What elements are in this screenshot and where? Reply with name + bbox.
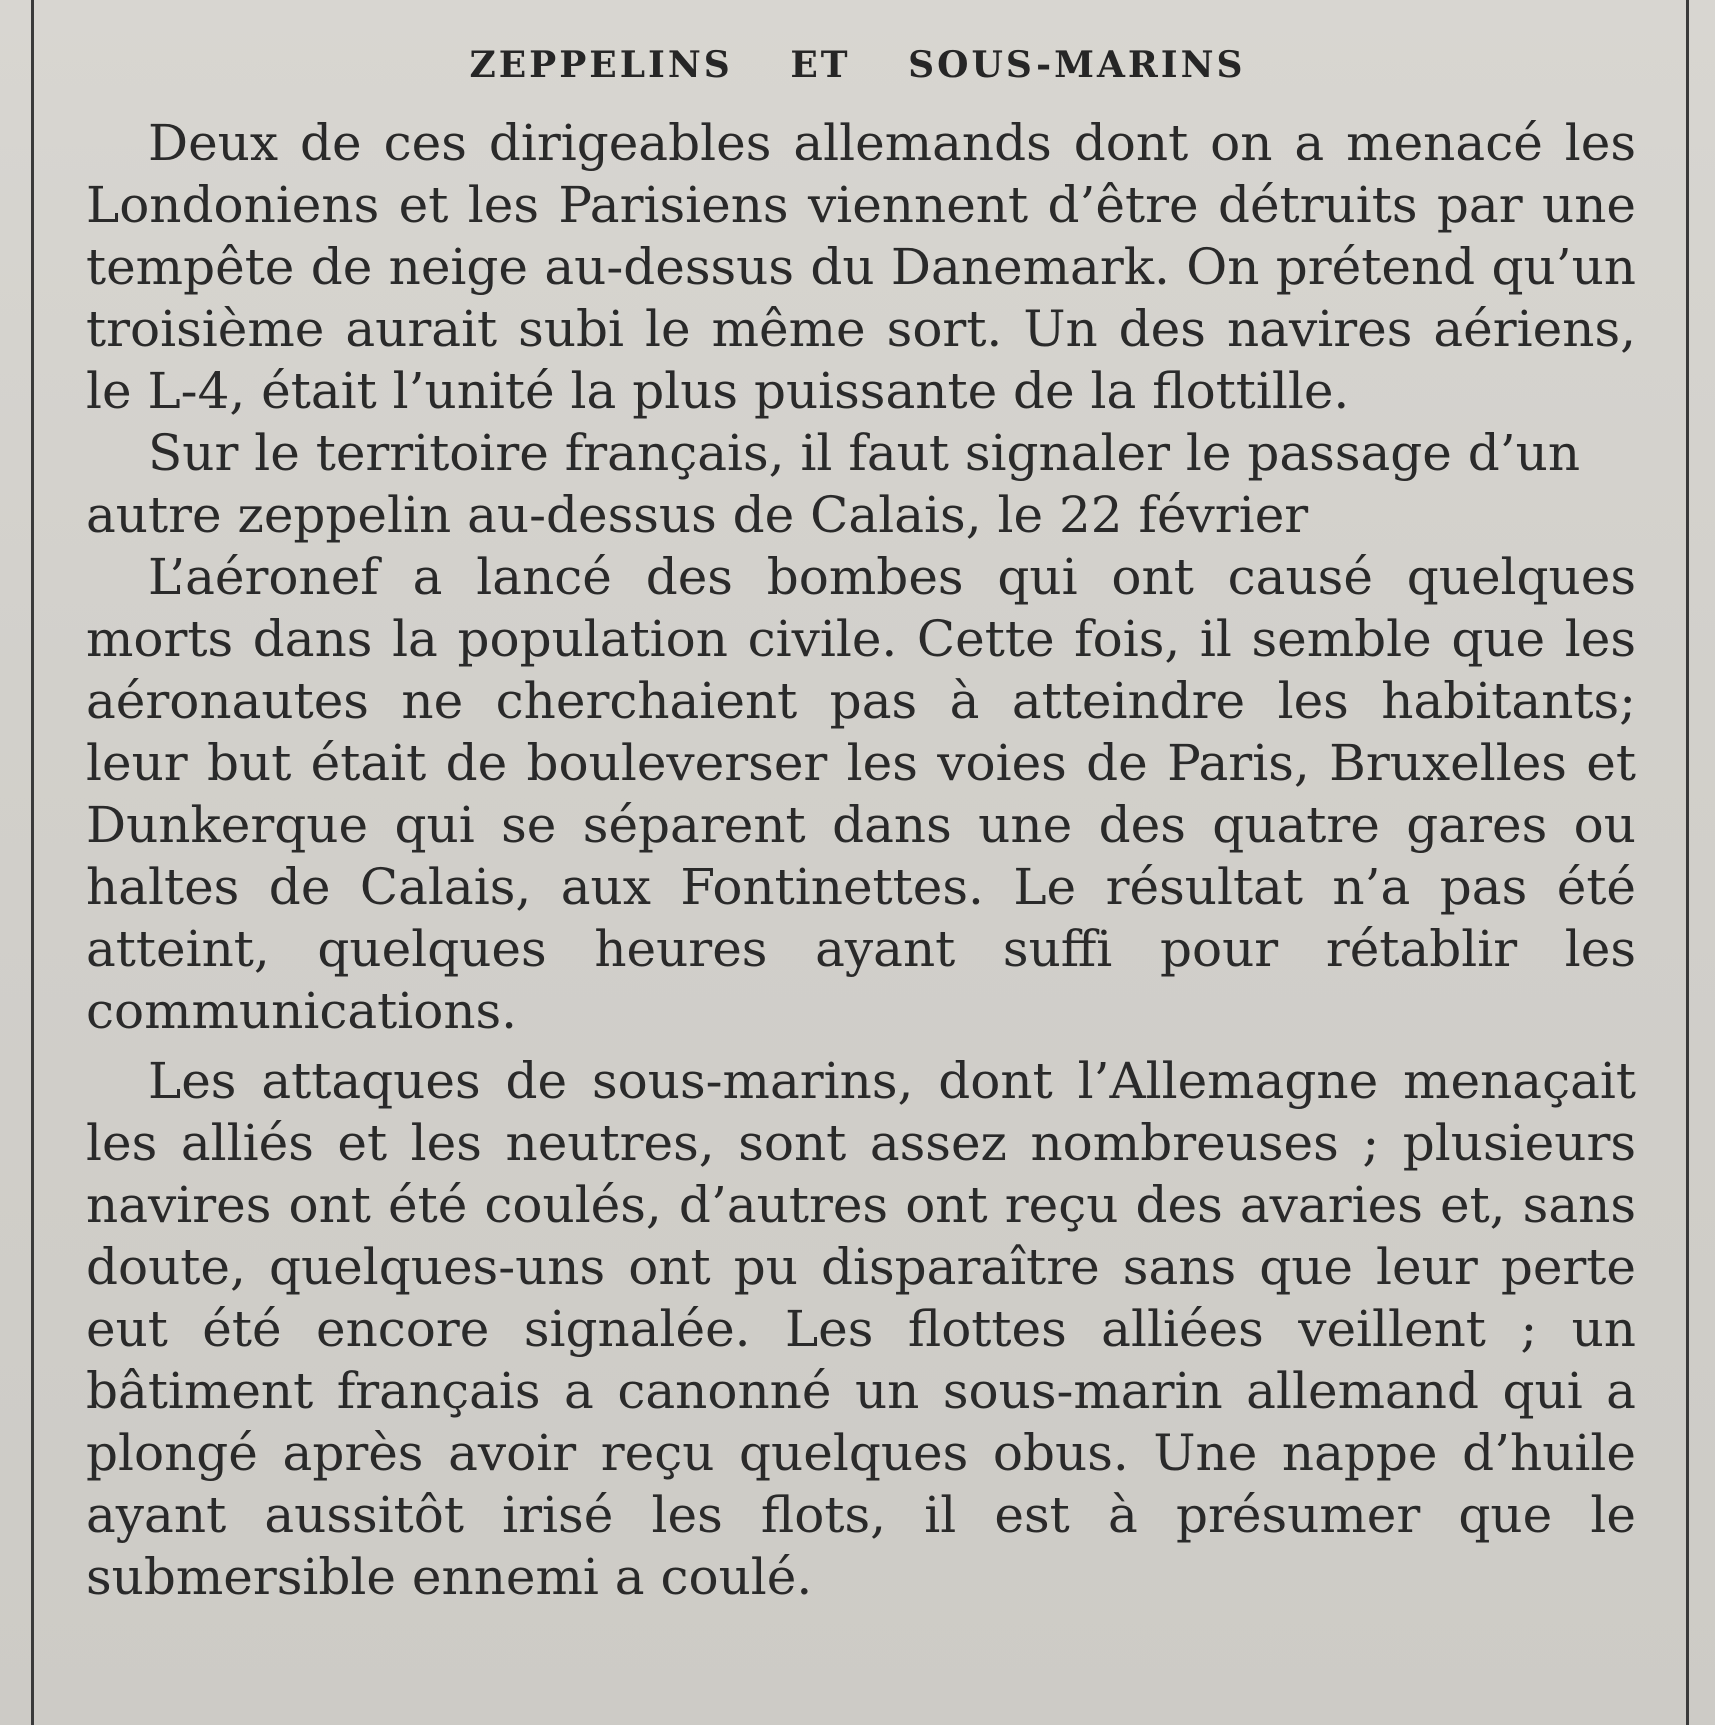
article-body — [86, 112, 1636, 1608]
right-column-rule — [1686, 0, 1689, 1725]
paragraph-zeppelins: Deux de ces dirigeables allemands dont on a menacé les Londoniens et les Parisiens viennent d’être détruits par une tempête de neige au-dessus du Danemark. On prétend qu’un troisième aurait subi le même sort. Un des navires aériens, le L-4, était l’unité la plus puissante de la flottille. — [86, 114, 1636, 420]
left-column-rule — [31, 0, 34, 1725]
paragraph-sous-marins: Les attaques de sous-marins, dont l’Allemagne menaçait les alliés et les neutres, sont assez nombreuses ; plusieurs navires ont été coulés, d’autres ont reçu des avaries et, sans doute, quelques-uns ont pu disparaître sans que leur perte eut été encore signalée. Les flottes alliées veillent ; un bâtiment français a canonné un sous-marin allemand qui a plongé après avoir reçu quelques obus. Une nappe d’huile ayant aussitôt irisé les flots, il est à présumer que le submersible ennemi a coulé. — [86, 1052, 1636, 1606]
paragraph-bombes: L’aéronef a lancé des bombes qui ont causé quelques morts dans la population civile. Cette fois, il semble que les aéronautes ne cherchaient pas à atteindre les habitants; leur but était de bouleverser les voies de Paris, Bruxelles et Dunkerque qui se séparent dans une des quatre gares ou haltes de Calais, aux Fontinettes. Le résultat n’a pas été atteint, quelques heures ayant suffi pour rétablir les communications. — [86, 548, 1636, 1040]
running-header: ZEPPELINS ET SOUS-MARINS — [469, 44, 1246, 86]
paragraph-calais: Sur le territoire français, il faut signaler le passage d’un autre zeppelin au-dessus de Calais, le 22 février — [86, 424, 1581, 544]
